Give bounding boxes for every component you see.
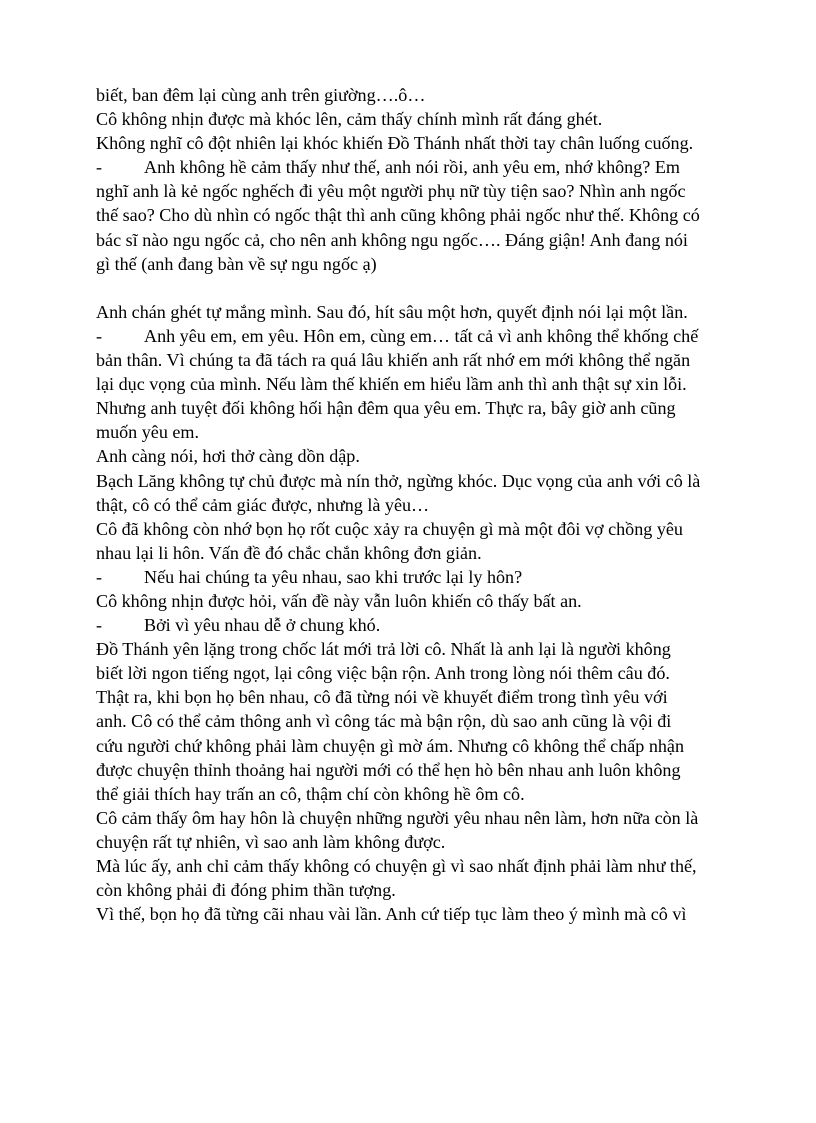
text-line — [96, 613, 736, 637]
text-paragraph — [96, 517, 736, 565]
text-line: được chuyện thỉnh thoảng hai người mới có thể hẹn hò bên nhau anh luôn không — [96, 759, 681, 780]
text-line: Nhưng anh tuyệt đối không hối hận đêm qua yêu em. Thực ra, bây giờ anh cũng — [96, 398, 676, 419]
text-line: biết, ban đêm lại cùng anh trên giường….ô… — [96, 85, 426, 105]
text-line: Bạch Lăng không tự chủ được mà nín thở, ngừng khóc. Dục vọng của anh với cô là — [96, 470, 701, 491]
text-paragraph — [96, 589, 736, 613]
text-paragraph — [96, 806, 736, 854]
text-line — [96, 155, 736, 179]
text-paragraph — [96, 131, 736, 155]
text-line: Anh chán ghét tự mắng mình. Sau đó, hít sâu một hơn, quyết định nói lại một lần. — [96, 301, 688, 322]
text-line: bác sĩ nào ngu ngốc cả, cho nên anh không ngu ngốc…. Đáng giận! Anh đang nói — [96, 229, 688, 250]
dialogue-text: Bởi vì yêu nhau dễ ở chung khó. — [144, 615, 381, 636]
dialogue-paragraph — [96, 324, 736, 444]
dialogue-text: Anh không hề cảm thấy như thế, anh nói rồi, anh yêu em, nhớ không? Em — [144, 157, 680, 178]
text-line: Cô đã không còn nhớ bọn họ rốt cuộc xảy ra chuyện gì mà một đôi vợ chồng yêu — [96, 518, 683, 539]
blank-line — [96, 276, 736, 300]
dialogue-dash: - — [96, 615, 103, 636]
text-line: anh. Cô có thể cảm thông anh vì công tác mà bận rộn, dù sao anh cũng là vội đi — [96, 711, 672, 732]
text-line: Cô không nhịn được hỏi, vấn đề này vẫn luôn khiến cô thấy bất an. — [96, 590, 582, 611]
text-line: bản thân. Vì chúng ta đã tách ra quá lâu khiến anh rất nhớ em mới không thể ngăn — [96, 350, 691, 371]
text-line: chuyện rất tự nhiên, vì sao anh làm không được. — [96, 831, 446, 852]
text-paragraph — [96, 902, 736, 926]
text-line: biết lời ngon tiếng ngọt, lại công việc bận rộn. Anh trong lòng nói thêm câu đó. — [96, 663, 670, 684]
dialogue-paragraph — [96, 565, 736, 589]
text-line: còn không phải đi đóng phim thần tượng. — [96, 880, 396, 901]
text-paragraph — [96, 83, 736, 107]
text-line: thể giải thích hay trấn an cô, thậm chí còn không hề ôm cô. — [96, 783, 525, 804]
text-paragraph — [96, 854, 736, 902]
dialogue-paragraph — [96, 155, 736, 275]
text-line: thật, cô có thể cảm giác được, nhưng là yêu… — [96, 494, 430, 515]
text-line: gì thế (anh đang bàn về sự ngu ngốc ạ) — [96, 253, 377, 274]
text-line: nhau lại li hôn. Vấn đề đó chắc chắn không đơn giản. — [96, 542, 482, 563]
text-line: Không nghĩ cô đột nhiên lại khóc khiến Đồ Thánh nhất thời tay chân luống cuống. — [96, 133, 694, 154]
text-line: Cô không nhịn được mà khóc lên, cảm thấy chính mình rất đáng ghét. — [96, 109, 603, 130]
dialogue-dash: - — [96, 157, 103, 178]
text-line: Thật ra, khi bọn họ bên nhau, cô đã từng nói về khuyết điểm trong tình yêu với — [96, 687, 668, 708]
text-paragraph — [96, 300, 736, 324]
text-line — [96, 565, 736, 589]
text-line: Mà lúc ấy, anh chỉ cảm thấy không có chuyện gì vì sao nhất định phải làm như thế, — [96, 856, 697, 876]
dialogue-paragraph — [96, 613, 736, 637]
text-line: thế sao? Cho dù nhìn có ngốc thật thì anh cũng không phải ngốc như thế. Không có — [96, 205, 700, 226]
text-line: cứu người chứ không phải làm chuyện gì mờ ám. Nhưng cô không thể chấp nhận — [96, 735, 684, 756]
dialogue-dash: - — [96, 566, 103, 587]
document-body — [96, 83, 736, 926]
text-line — [96, 324, 736, 348]
text-line: Cô cảm thấy ôm hay hôn là chuyện những người yêu nhau nên làm, hơn nữa còn là — [96, 807, 699, 828]
text-paragraph — [96, 444, 736, 468]
text-line: Đồ Thánh yên lặng trong chốc lát mới trả lời cô. Nhất là anh lại là người không — [96, 639, 671, 660]
text-line: nghĩ anh là kẻ ngốc nghếch đi yêu một người phụ nữ tùy tiện sao? Nhìn anh ngốc — [96, 181, 686, 202]
text-paragraph — [96, 637, 736, 806]
dialogue-text: Anh yêu em, em yêu. Hôn em, cùng em… tất cả vì anh không thể khống chế — [144, 325, 699, 346]
dialogue-dash: - — [96, 325, 103, 346]
text-line: Anh càng nói, hơi thở càng dồn dập. — [96, 446, 360, 467]
text-line: lại dục vọng của mình. Nếu làm thế khiến em hiểu lầm anh thì anh thật sự xin lỗi. — [96, 374, 687, 395]
dialogue-text: Nếu hai chúng ta yêu nhau, sao khi trước lại ly hôn? — [144, 566, 523, 587]
text-paragraph — [96, 107, 736, 131]
text-line: muốn yêu em. — [96, 422, 200, 443]
text-paragraph — [96, 469, 736, 517]
text-line: Vì thế, bọn họ đã từng cãi nhau vài lần. Anh cứ tiếp tục làm theo ý mình mà cô vì — [96, 904, 687, 925]
